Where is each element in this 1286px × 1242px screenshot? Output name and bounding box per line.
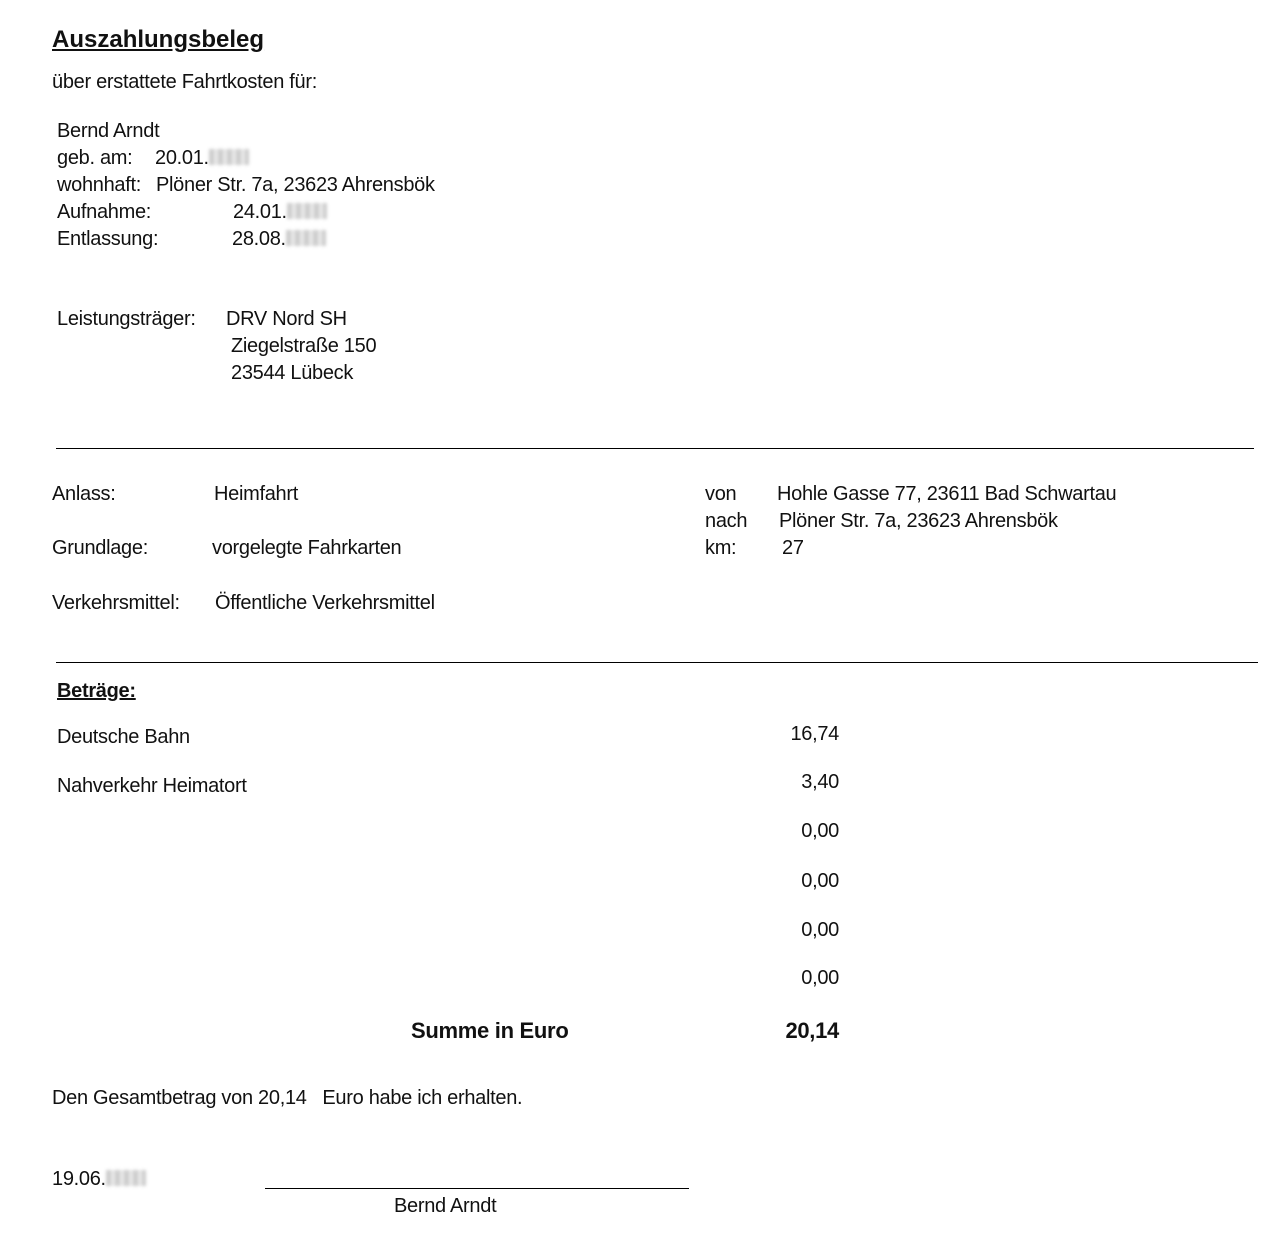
- amount-row-label: Nahverkehr Heimatort: [57, 775, 247, 797]
- amounts-heading: Beträge:: [57, 680, 136, 702]
- divider-line: [56, 662, 1258, 663]
- receipt-text-before: Den Gesamtbetrag von: [52, 1087, 253, 1109]
- amount-row-label: Deutsche Bahn: [57, 726, 190, 748]
- document-subtitle: über erstattete Fahrtkosten für:: [52, 71, 317, 93]
- provider-name: DRV Nord SH: [226, 308, 347, 330]
- discharge-label: Entlassung:: [57, 228, 159, 250]
- receipt-amount: 20,14: [258, 1087, 307, 1109]
- signature-line: [265, 1188, 689, 1189]
- dob-label: geb. am:: [57, 147, 133, 169]
- to-label: nach: [705, 510, 748, 532]
- document-title: Auszahlungsbeleg: [52, 26, 265, 53]
- provider-label: Leistungsträger:: [57, 308, 196, 330]
- signature-name: Bernd Arndt: [394, 1195, 497, 1217]
- amount-row-value: 0,00: [801, 870, 839, 892]
- amount-row-value: 0,00: [801, 820, 839, 842]
- provider-city: 23544 Lübeck: [231, 362, 354, 384]
- redacted-year: [106, 1170, 146, 1186]
- occasion-label: Anlass:: [52, 483, 116, 505]
- redacted-year: [286, 230, 326, 246]
- from-value: Hohle Gasse 77, 23611 Bad Schwartau: [777, 483, 1117, 505]
- amount-row-value: 0,00: [801, 919, 839, 941]
- basis-value: vorgelegte Fahrkarten: [212, 537, 402, 559]
- basis-label: Grundlage:: [52, 537, 148, 559]
- admission-value: 24.01.: [233, 202, 327, 222]
- amount-row-value: 16,74: [790, 723, 839, 745]
- redacted-year: [287, 203, 327, 219]
- redacted-year: [209, 149, 249, 165]
- amount-row-value: 0,00: [801, 967, 839, 989]
- total-value: 20,14: [785, 1018, 839, 1043]
- from-label: von: [705, 483, 737, 505]
- provider-street: Ziegelstraße 150: [231, 335, 377, 357]
- residence-label: wohnhaft:: [57, 174, 142, 196]
- person-name: Bernd Arndt: [57, 120, 160, 142]
- km-label: km:: [705, 537, 737, 559]
- divider-line: [56, 448, 1254, 449]
- transport-label: Verkehrsmittel:: [52, 592, 180, 614]
- signature-date: 19.06.: [52, 1169, 146, 1189]
- admission-label: Aufnahme:: [57, 201, 152, 223]
- amount-row-value: 3,40: [801, 771, 839, 793]
- discharge-value: 28.08.: [232, 229, 326, 249]
- to-value: Plöner Str. 7a, 23623 Ahrensbök: [779, 510, 1058, 532]
- receipt-statement: [52, 1088, 522, 1108]
- transport-value: Öffentliche Verkehrsmittel: [215, 592, 435, 614]
- receipt-text-after: Euro habe ich erhalten.: [322, 1087, 523, 1109]
- km-value: 27: [782, 537, 804, 559]
- dob-value: 20.01.: [155, 148, 249, 168]
- residence-value: Plöner Str. 7a, 23623 Ahrensbök: [156, 174, 435, 196]
- occasion-value: Heimfahrt: [214, 483, 298, 505]
- total-label: Summe in Euro: [411, 1018, 569, 1043]
